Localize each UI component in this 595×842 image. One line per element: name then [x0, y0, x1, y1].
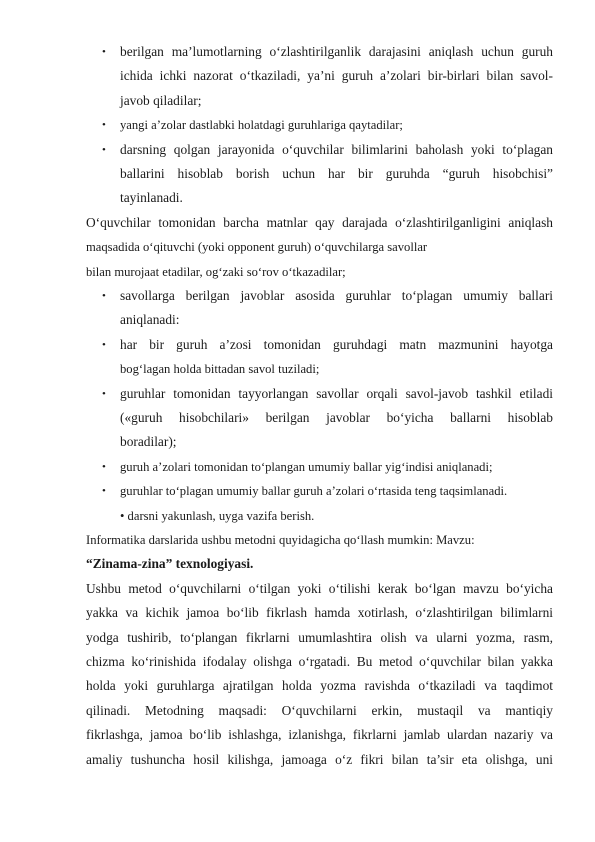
bullet-marker: • — [102, 460, 106, 473]
list-item-text: darsning qolgan jarayonida o‘quvchilar bilimlarini baholash yoki to‘plagan — [120, 141, 553, 157]
text-line: holda yoki guruhlarga ajratilgan holda yozma ravishda o‘tkaziladi va taqdimot — [86, 678, 553, 694]
list-item-text: berilgan ma’lumotlarning o‘zlashtirilganlik darajasini aniqlash uchun guruh — [120, 44, 553, 59]
text-line: qilinadi. Metodning maqsadi: O‘quvchilarni erkin, mustaqil va mantiqiy — [86, 702, 553, 718]
text-line: («guruh hisobchilari» berilgan javoblar bo‘yicha ballarni hisoblab — [120, 410, 553, 425]
bullet-marker: • — [102, 387, 106, 400]
list-item-text: guruh a’zolari tomonidan to‘plangan umumiy ballar yig‘indisi aniqlanadi; — [120, 459, 493, 474]
text-line: amaliy tushuncha hosil kilishga, jamoaga o‘z fikri bilan ta’sir eta olishga, uni — [86, 751, 553, 767]
list-item-text: guruhlar tomonidan tayyorlangan savollar orqali savol-javob tashkil etiladi — [120, 385, 553, 401]
text-line: maqsadida o‘qituvchi (yoki opponent guruh) o‘quvchilarga savollar — [86, 240, 428, 255]
text-line: ballarini hisoblab borish uchun har bir guruhda “guruh hisobchisi” — [120, 166, 553, 181]
list-item-text: savollarga berilgan javoblar asosida guruhlar to‘plagan umumiy ballari — [120, 288, 553, 303]
text-line: “Zinama-zina” texnologiyasi. — [86, 556, 254, 572]
list-item-text: har bir guruh a’zosi tomonidan guruhdagi matn mazmunini hayotga — [120, 336, 553, 352]
text-line: yakka va kichik jamoa bo‘lib fikrlash hamda xotirlash, o‘zlashtirilgan bilimlarni — [86, 605, 553, 621]
text-line: boradilar); — [120, 434, 177, 450]
bullet-marker: • — [102, 485, 106, 498]
list-item-text: yangi a’zolar dastlabki holatdagi guruhlariga qaytadilar; — [120, 118, 403, 133]
text-line: O‘quvchilar tomonidan barcha matnlar qay darajada o‘zlashtirilganligini aniqlash — [86, 214, 553, 230]
bullet-marker: • — [102, 143, 106, 156]
bullet-marker: • — [102, 46, 106, 58]
text-line: bilan murojaat etadilar, og‘zaki so‘rov o‘tkazadilar; — [86, 264, 346, 279]
bullet-marker: • — [102, 290, 106, 302]
text-line: bog‘lagan holda bittadan savol tuziladi; — [120, 362, 320, 377]
text-line: • darsni yakunlash, uyga vazifa berish. — [120, 508, 315, 523]
bullet-marker: • — [102, 338, 106, 351]
text-line: tayinlanadi. — [120, 190, 183, 206]
text-line: fikrlashga, jamoa bo‘lib ishlashga, izlanishga, fikrlarni jamlab ulardan nazariy va — [86, 727, 553, 743]
text-line: javob qiladilar; — [120, 92, 202, 108]
text-line: yodga tushirib, to‘plangan fikrlarni umumlashtira olish va ularni yozma, rasm, — [86, 629, 553, 645]
text-line: chizma ko‘rinishida ifodalay olishga o‘rgatadi. Bu metod o‘quvchilar bilan yakka — [86, 654, 553, 669]
text-line: Informatika darslarida ushbu metodni quyidagicha qo‘llash mumkin: Mavzu: — [86, 533, 475, 547]
text-line: ichida ichki nazorat o‘tkaziladi, ya’ni guruh a’zolari bir-birlari bilan savol- — [120, 68, 553, 84]
bullet-marker: • — [102, 119, 106, 132]
list-item-text: guruhlar to‘plagan umumiy ballar guruh a’zolari o‘rtasida teng taqsimlanadi. — [120, 484, 508, 499]
text-line: Ushbu metod o‘quvchilarni o‘tilgan yoki o‘tilishi kerak bo‘lgan mavzu bo‘yicha — [86, 580, 553, 596]
text-line: aniqlanadi: — [120, 312, 180, 328]
